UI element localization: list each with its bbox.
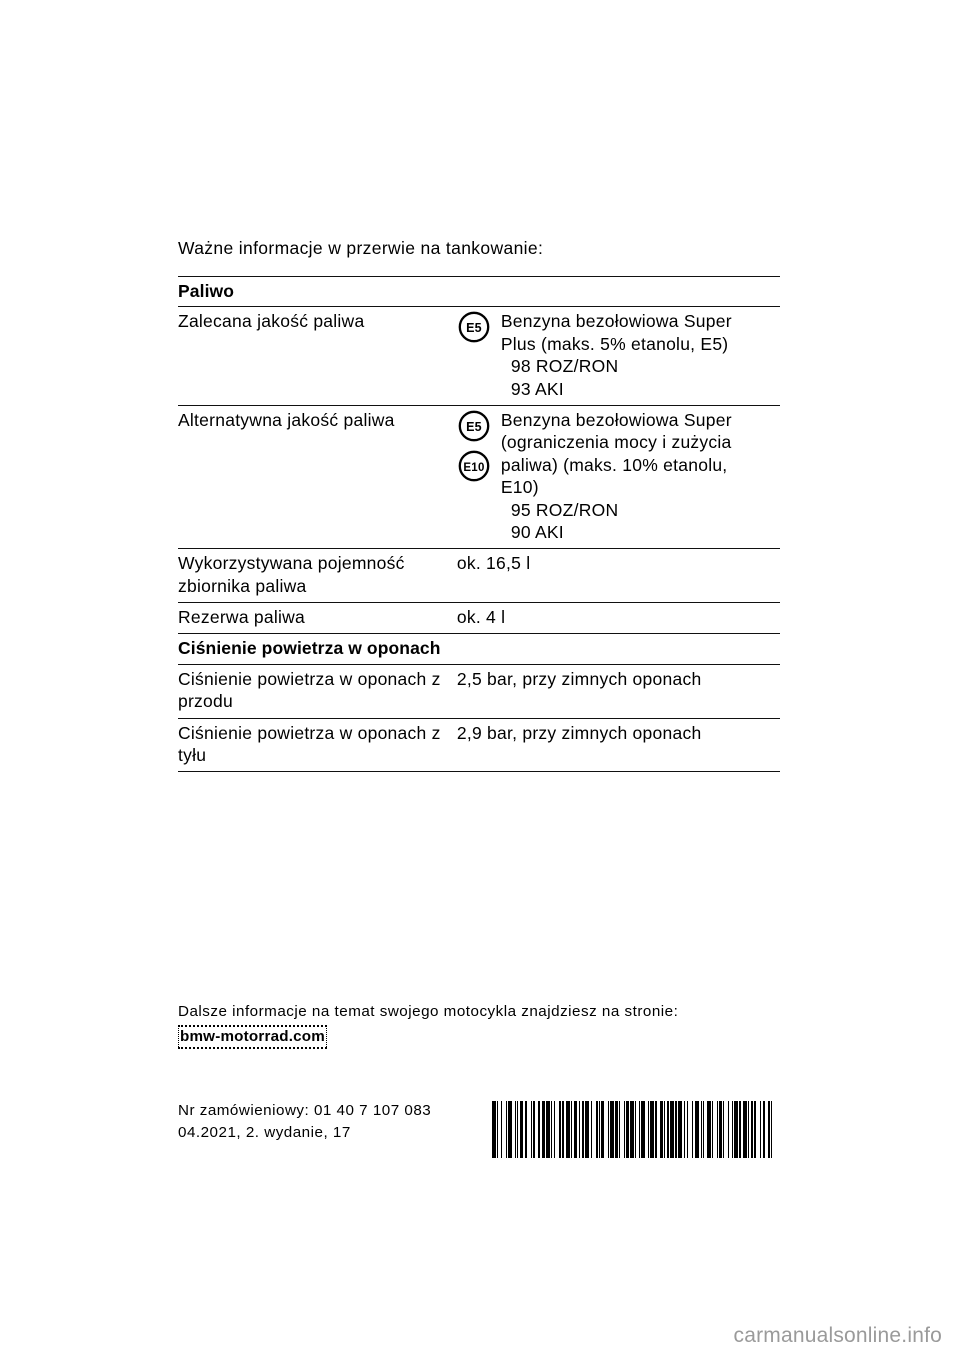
e10-fuel-label-icon: [457, 449, 497, 483]
section-heading-tire-pressure: Ciśnienie powietrza w oponach: [178, 638, 441, 659]
row-label-fuel-reserve: Rezerwa paliwa: [178, 607, 306, 628]
table-row-tank-capacity: [178, 549, 780, 603]
svg-text:E10: E10: [463, 461, 485, 474]
row-label-recommended-fuel: Zalecana jakość paliwa: [178, 311, 365, 332]
e5-fuel-label-icon: [457, 310, 497, 344]
footer-info-block: [178, 1002, 678, 1049]
rear-tire-label-line-2: tyłu: [178, 745, 207, 766]
fuel-line-3: 98 ROZ/RON: [510, 356, 619, 377]
fuel-line-2: Plus (maks. 5% etanolu, E5): [500, 333, 729, 354]
table-row-front-tire-pressure: [178, 664, 780, 718]
row-value-rear-tire-pressure: 2,9 bar, przy zimnych oponach: [456, 722, 702, 743]
row-label-alternative-fuel: Alternatywna jakość paliwa: [178, 409, 395, 430]
order-number-barcode: [492, 1101, 778, 1158]
front-tire-label-line-2: przodu: [178, 691, 234, 712]
edition-line: 04.2021, 2. wydanie, 17: [178, 1124, 351, 1142]
alt-fuel-line-6: 90 AKI: [510, 521, 564, 542]
alt-fuel-line-1: Benzyna bezołowiowa Super: [500, 409, 732, 430]
alt-fuel-line-5: 95 ROZ/RON: [510, 499, 619, 520]
table-section-header-tire-pressure: [178, 634, 780, 664]
intro-line: Ważne informacje w przerwie na tankowanie:: [178, 238, 544, 258]
fuel-line-4: 93 AKI: [510, 378, 564, 399]
table-row-alternative-fuel: [178, 405, 780, 548]
section-heading-fuel: Paliwo: [178, 281, 235, 301]
alt-fuel-line-4: E10): [500, 477, 539, 498]
specifications-table: [178, 276, 780, 772]
barcode-bar: [772, 1101, 776, 1158]
value-text-alternative-fuel: [501, 410, 732, 542]
front-tire-label-line-1: Ciśnienie powietrza w oponach z: [178, 668, 441, 689]
more-info-text: Dalsze informacje na temat swojego motocykla znajdziesz na stronie:: [178, 1003, 679, 1020]
row-label-front-tire-pressure: [178, 664, 457, 718]
row-value-recommended-fuel: [457, 307, 780, 406]
bmw-motorrad-website-link[interactable]: bmw-motorrad.com: [178, 1025, 327, 1050]
row-value-alternative-fuel: [457, 405, 780, 548]
value-text-recommended-fuel: [501, 311, 732, 398]
row-value-tank-capacity: ok. 16,5 l: [456, 553, 531, 574]
row-label-rear-tire-pressure: [178, 718, 457, 772]
fuel-line-1: Benzyna bezołowiowa Super: [500, 311, 732, 332]
svg-text:E5: E5: [465, 419, 482, 434]
table-row-fuel-reserve: [178, 603, 780, 634]
row-value-fuel-reserve: ok. 4 l: [456, 607, 506, 628]
fuel-badge-group: [457, 310, 497, 350]
tank-capacity-label-line-1: Wykorzystywana pojemność: [178, 553, 405, 574]
row-value-front-tire-pressure: 2,5 bar, przy zimnych oponach: [456, 668, 702, 689]
e5-fuel-label-icon: [457, 409, 497, 443]
order-number-block: [178, 1100, 431, 1144]
svg-text:E5: E5: [465, 321, 482, 336]
tank-capacity-label-line-2: zbiornika paliwa: [178, 575, 307, 596]
site-watermark: carmanualsonline.info: [733, 1324, 942, 1347]
table-row-rear-tire-pressure: [178, 718, 780, 772]
alt-fuel-line-3: paliwa) (maks. 10% etanolu,: [500, 454, 728, 475]
row-label-tank-capacity: [178, 549, 457, 603]
rear-tire-label-line-1: Ciśnienie powietrza w oponach z: [178, 722, 441, 743]
order-number-line: Nr zamówieniowy: 01 40 7 107 083: [178, 1102, 432, 1119]
table-row-recommended-fuel: [178, 307, 780, 406]
fuel-badge-group-alt: [457, 409, 497, 489]
table-section-header-fuel: [178, 277, 780, 307]
alt-fuel-line-2: (ograniczenia mocy i zużycia: [500, 432, 732, 453]
